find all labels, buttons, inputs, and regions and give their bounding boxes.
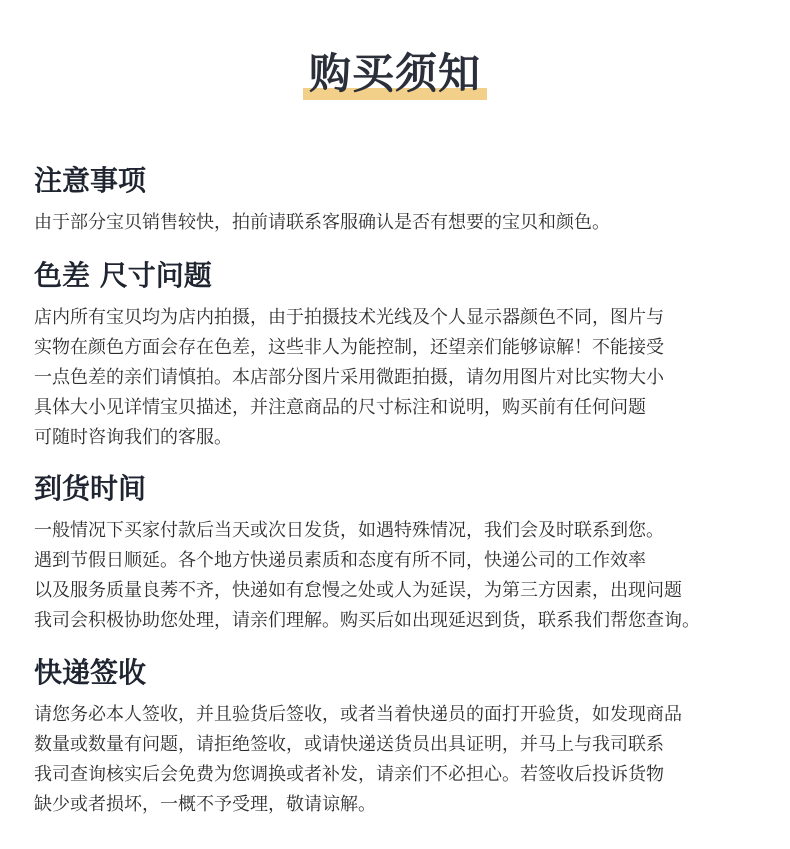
title-container — [0, 44, 790, 104]
section-heading: 快递签收 — [34, 656, 147, 689]
section-heading: 色差 尺寸问题 — [34, 259, 212, 292]
section-line: 实物在颜色方面会存在色差，这些非人为能控制，还望亲们能够谅解！不能接受 — [34, 337, 664, 358]
section-line: 数量或数量有问题，请拒绝签收，或请快递送货员出具证明，并马上与我司联系 — [34, 734, 664, 755]
section-line: 以及服务质量良莠不齐，快递如有怠慢之处或人为延误，为第三方因素，出现问题 — [34, 580, 682, 601]
section-color-size — [34, 257, 774, 453]
page-title-text: 购买须知 — [308, 49, 481, 98]
section-line: 具体大小见详情宝贝描述，并注意商品的尺寸标注和说明，购买前有任何问题 — [34, 397, 646, 418]
section-line: 我司查询核实后会免费为您调换或者补发，请亲们不必担心。若签收后投诉货物 — [34, 764, 664, 785]
section-delivery-time — [34, 470, 774, 636]
section-line: 遇到节假日顺延。各个地方快递员素质和态度有所不同，快递公司的工作效率 — [34, 550, 646, 571]
section-line: 可随时咨询我们的客服。 — [34, 427, 232, 448]
page-title — [303, 44, 487, 104]
section-notes — [34, 162, 774, 238]
section-heading: 注意事项 — [34, 164, 147, 197]
section-line: 店内所有宝贝均为店内拍摄，由于拍摄技术光线及个人显示器颜色不同，图片与 — [34, 307, 664, 328]
section-line: 我司会积极协助您处理，请亲们理解。购买后如出现延迟到货，联系我们帮您查询。 — [34, 610, 700, 631]
section-signing — [34, 654, 774, 820]
section-line: 由于部分宝贝销售较快，拍前请联系客服确认是否有想要的宝贝和颜色。 — [34, 212, 610, 233]
section-line: 缺少或者损坏，一概不予受理，敬请谅解。 — [34, 794, 376, 815]
section-line: 请您务必本人签收，并且验货后签收，或者当着快递员的面打开验货，如发现商品 — [34, 704, 682, 725]
section-line: 一点色差的亲们请慎拍。本店部分图片采用微距拍摄，请勿用图片对比实物大小 — [34, 367, 664, 388]
section-line: 一般情况下买家付款后当天或次日发货，如遇特殊情况，我们会及时联系到您。 — [34, 520, 664, 541]
section-heading: 到货时间 — [34, 472, 147, 505]
